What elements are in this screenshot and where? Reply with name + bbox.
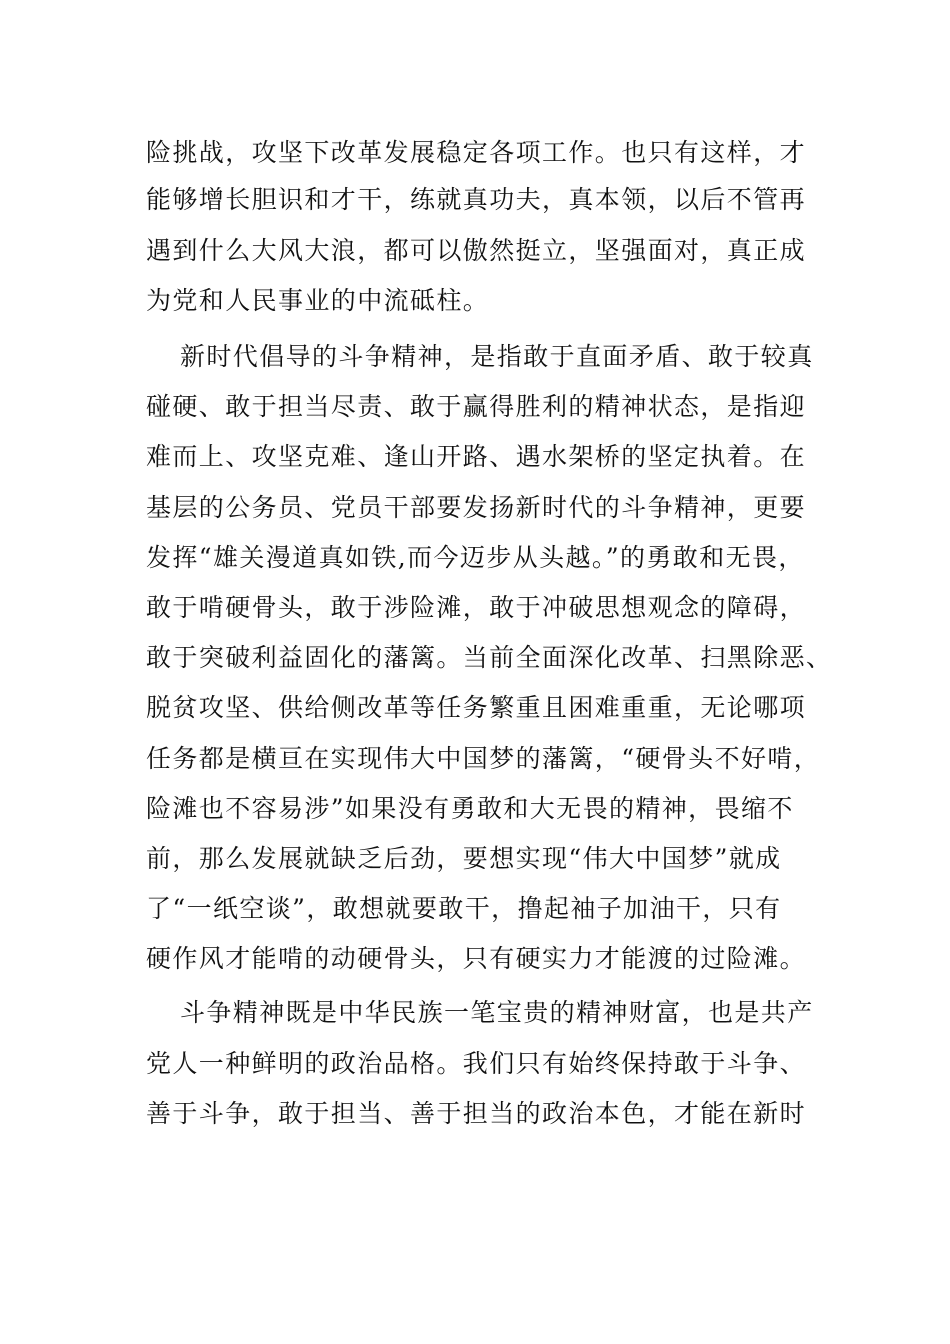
- text-line: 善于斗争，敢于担当、善于担当的政治本色，才能在新时: [146, 1099, 807, 1128]
- text-line: 能够增长胆识和才干，练就真功夫，真本领，以后不管再: [146, 185, 807, 214]
- text-line: 基层的公务员、党员干部要发扬新时代的斗争精神，更要: [146, 493, 807, 522]
- text-line: 难而上、攻坚克难、逢山开路、遇水架桥的坚定执着。在: [146, 442, 807, 471]
- text-line: 遇到什么大风大浪，都可以傲然挺立，坚强面对，真正成: [146, 236, 807, 265]
- text-line: 斗争精神既是中华民族一笔宝贵的精神财富，也是共产: [180, 998, 814, 1027]
- text-line: 新时代倡导的斗争精神，是指敢于直面矛盾、敢于较真: [180, 342, 814, 371]
- text-line: 党人一种鲜明的政治品格。我们只有始终保持敢于斗争、: [146, 1049, 807, 1078]
- text-line: 脱贫攻坚、供给侧改革等任务繁重且困难重重，无论哪项: [146, 693, 807, 722]
- text-line: 任务都是横亘在实现伟大中国梦的藩篱，“硬骨头不好啃，: [146, 744, 821, 773]
- text-line: 碰硬、敢于担当尽责、敢于赢得胜利的精神状态，是指迎: [146, 392, 807, 421]
- text-line: 硬作风才能啃的动硬骨头，只有硬实力才能渡的过险滩。: [146, 944, 807, 973]
- text-line: 敢于啃硬骨头，敢于涉险滩，敢于冲破思想观念的障碍，: [146, 593, 807, 622]
- text-line: 为党和人民事业的中流砥柱。: [146, 286, 490, 315]
- text-line: 了“一纸空谈”，敢想就要敢干，撸起袖子加油干，只有: [146, 894, 782, 923]
- text-line: 发挥“雄关漫道真如铁,而今迈步从头越。”的勇敢和无畏，: [146, 543, 805, 572]
- text-line: 险挑战，攻坚下改革发展稳定各项工作。也只有这样，才: [146, 138, 807, 167]
- text-line: 前，那么发展就缺乏后劲，要想实现“伟大中国梦”就成: [146, 844, 782, 873]
- text-line: 敢于突破利益固化的藩篱。当前全面深化改革、扫黑除恶、: [146, 643, 833, 672]
- text-line: 险滩也不容易涉”如果没有勇敢和大无畏的精神，畏缩不: [146, 794, 794, 823]
